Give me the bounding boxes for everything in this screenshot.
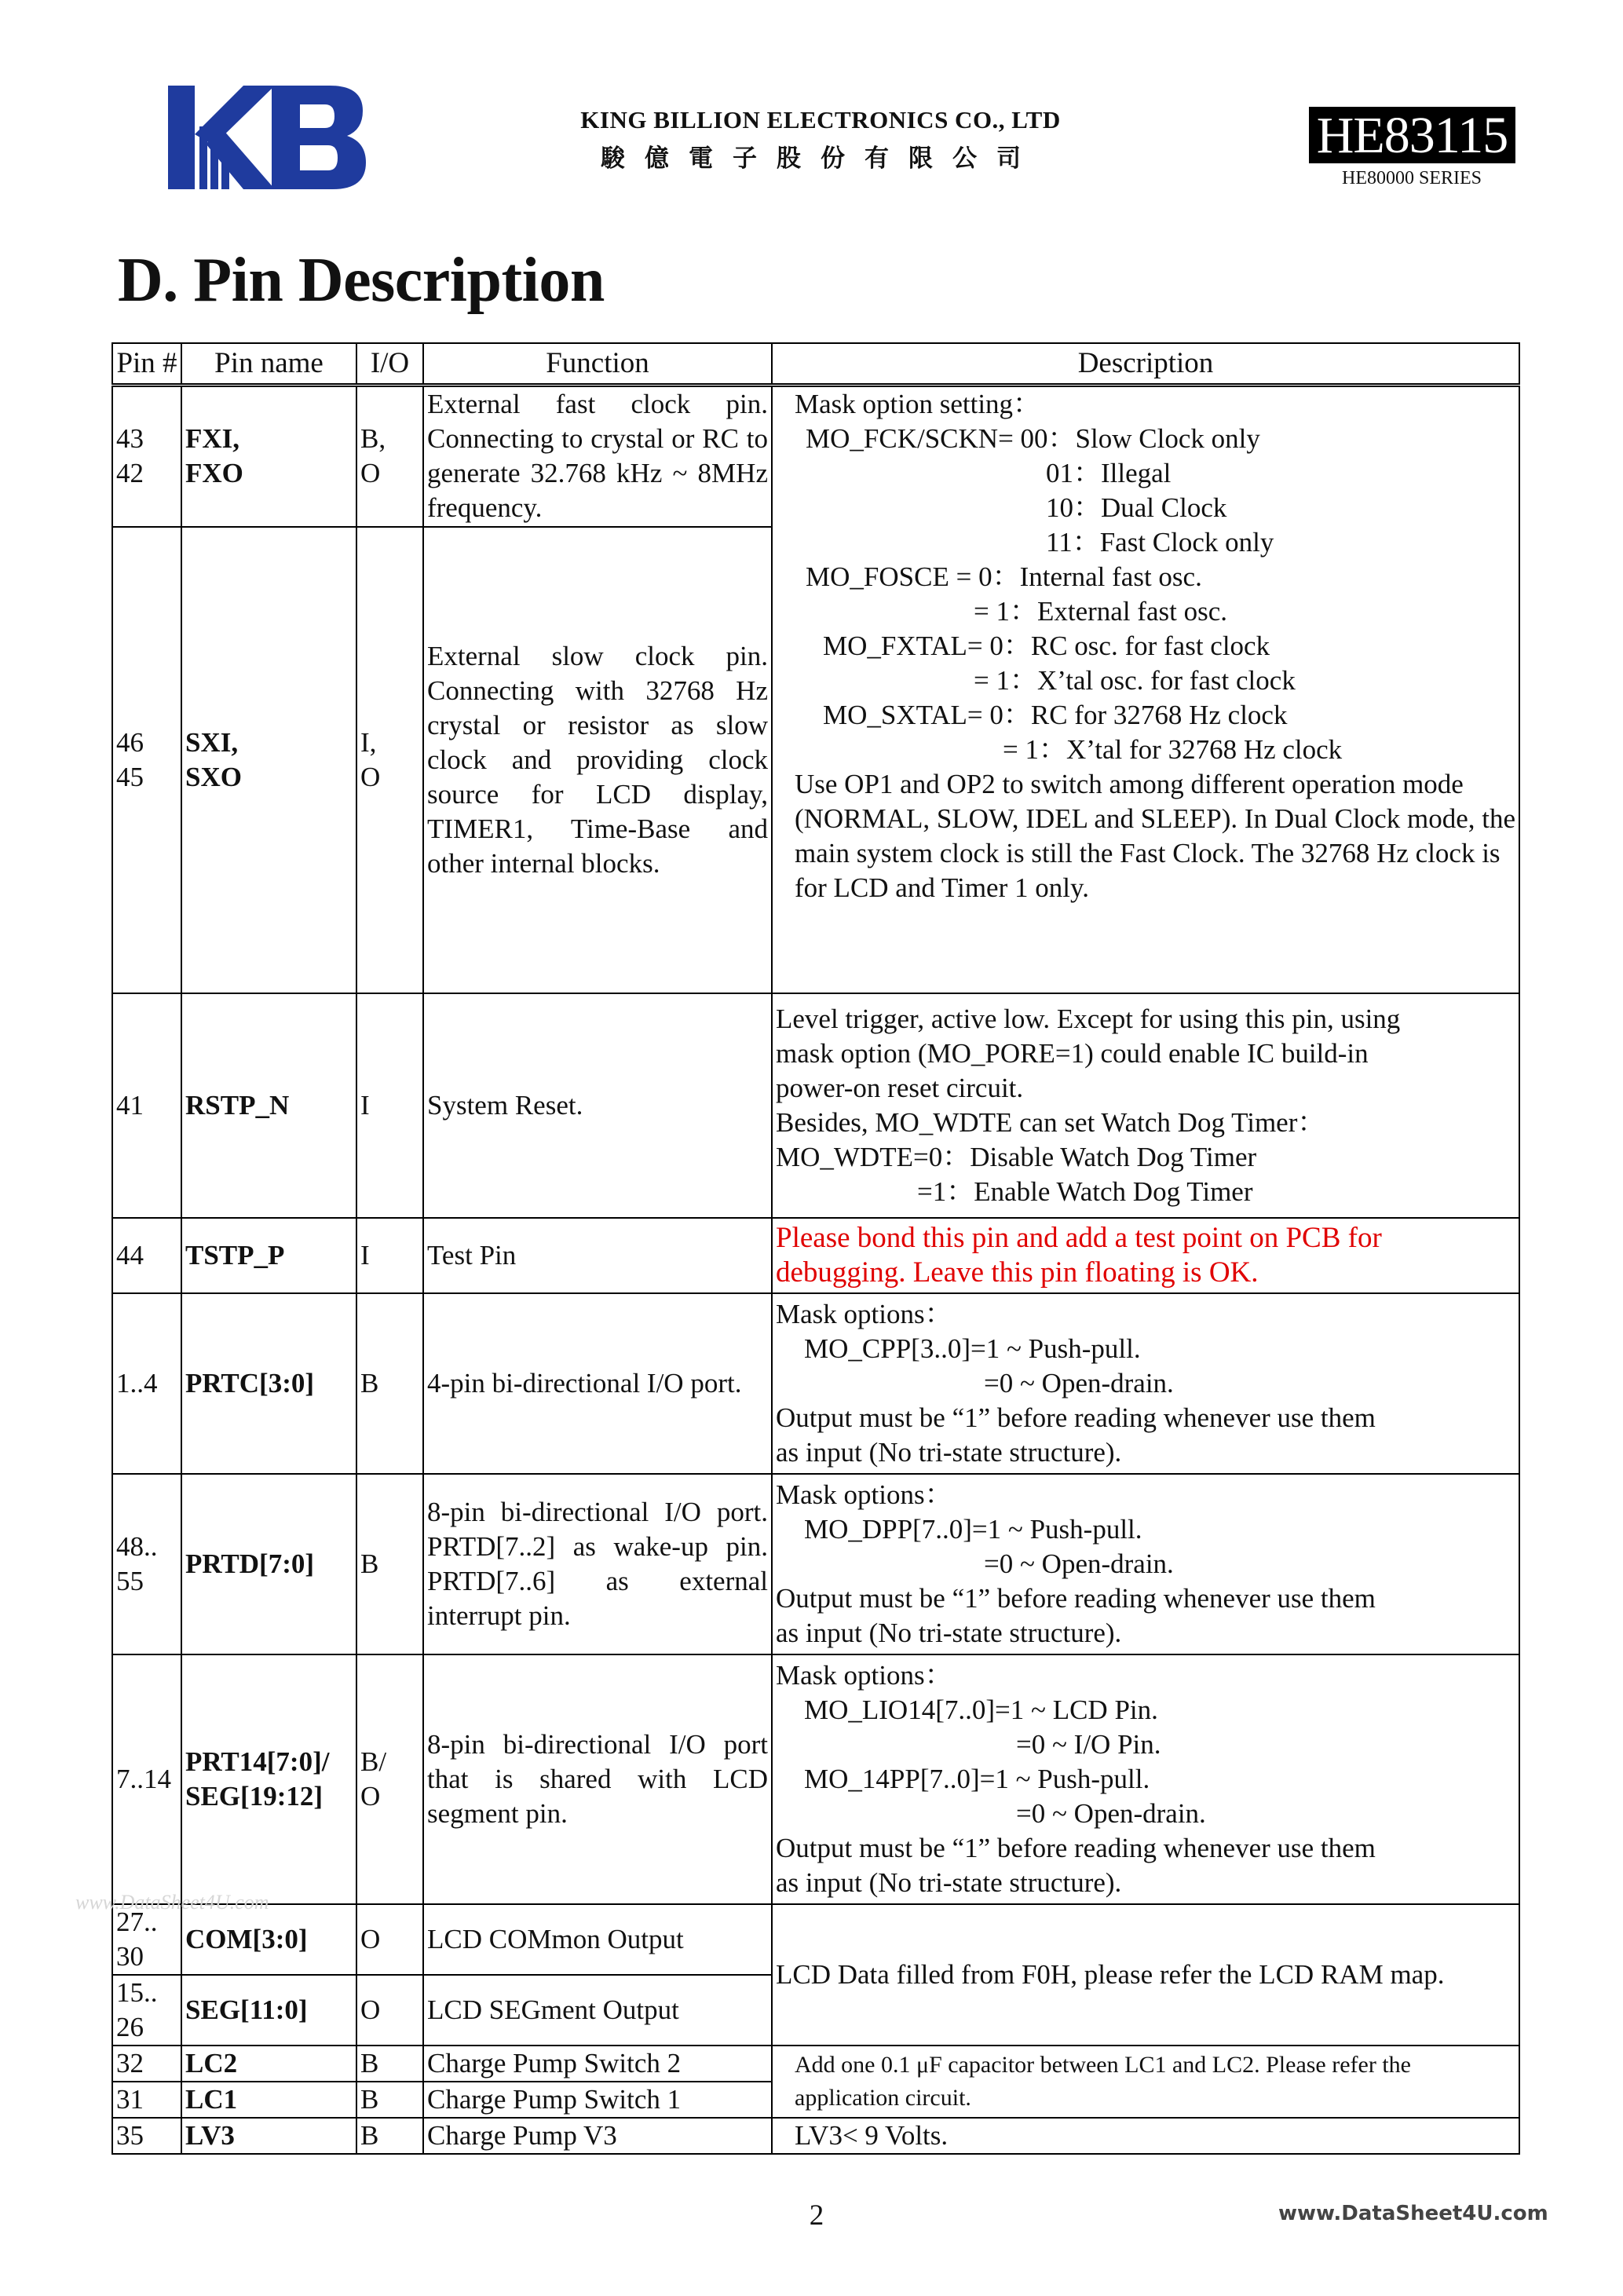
pin-name: PRTD[7:0]	[181, 1474, 356, 1654]
pin-io: B	[356, 1474, 423, 1654]
part-number: HE83115	[1316, 107, 1508, 164]
side-watermark: www.DataSheet4U.com	[75, 1891, 269, 1914]
pin-number: 15.. 26	[112, 1975, 181, 2046]
pin-function: System Reset.	[423, 993, 772, 1218]
column-header-description: Description	[772, 343, 1519, 386]
pin-function: 8-pin bi-directional I/O port. PRTD[7..2] as wake-up pin. PRTD[7..6] as external interrupt pin.	[423, 1474, 772, 1654]
pin-io: I	[356, 993, 423, 1218]
pin-function: LCD SEGment Output	[423, 1975, 772, 2046]
series-label: HE80000 SERIES	[1341, 168, 1482, 188]
pin-function: 8-pin bi-directional I/O port that is shared with LCD segment pin.	[423, 1654, 772, 1904]
pin-description: Mask options： MO_DPP[7..0]=1 ~ Push-pull. =0 ~ Open-drain. Output must be “1” before reading whenever use them as input (No tri-state structure).	[772, 1474, 1519, 1654]
pin-function: Test Pin	[423, 1218, 772, 1293]
kb-logo	[165, 82, 369, 192]
pin-number: 48.. 55	[112, 1474, 181, 1654]
company-name-english: KING BILLION ELECTRONICS CO., LTD	[580, 106, 1061, 133]
pin-number: 44	[112, 1218, 181, 1293]
pin-description-warning: Please bond this pin and add a test point on PCB for debugging. Leave this pin floating is OK.	[772, 1218, 1519, 1293]
part-number-badge	[1309, 107, 1515, 163]
pin-io: B	[356, 2082, 423, 2118]
pin-io: B	[356, 1293, 423, 1474]
pin-number: 7..14	[112, 1654, 181, 1904]
pin-name: LV3	[181, 2118, 356, 2154]
pin-name: SXI, SXO	[181, 527, 356, 993]
pin-name: LC2	[181, 2046, 356, 2082]
pin-description: Level trigger, active low. Except for using this pin, using mask option (MO_PORE=1) could enable IC build-in power-on reset circuit. Besides, MO_WDTE can set Watch Dog Timer： MO_WDTE=0：Disable Watch Dog Timer =1：Enable Watch Dog Timer	[772, 993, 1519, 1218]
pin-number: 41	[112, 993, 181, 1218]
pin-name: PRT14[7:0]/ SEG[19:12]	[181, 1654, 356, 1904]
pin-number: 27.. 30	[112, 1904, 181, 1975]
pin-name: TSTP_P	[181, 1218, 356, 1293]
table-row	[112, 1474, 1519, 1654]
watermark-url: www.DataSheet4U.com	[1278, 2202, 1548, 2225]
pin-function: Charge Pump Switch 1	[423, 2082, 772, 2118]
pin-name: FXI, FXO	[181, 386, 356, 527]
table-header-row	[112, 343, 1519, 386]
pin-function: 4-pin bi-directional I/O port.	[423, 1293, 772, 1474]
column-header-io: I/O	[356, 343, 423, 386]
table-row	[112, 2118, 1519, 2154]
table-row	[112, 1904, 1519, 1975]
pin-number: 32	[112, 2046, 181, 2082]
pin-io: I	[356, 1218, 423, 1293]
clock-description: Mask option setting： MO_FCK/SCKN= 00：Slow Clock only 01：Illegal 10：Dual Clock 11：Fast Clock only MO_FOSCE = 0：Internal fast osc. = 1：External fast osc. MO_FXTAL= 0：RC osc. for fast clock = 1：X’tal osc. for fast clock MO_SXTAL= 0：RC for 32768 Hz clock = 1：X’tal for 32768 Hz clock Use OP1 and OP2 to switch among different operation mode (NORMAL, SLOW, IDEL and SLEEP). In Dual Clock mode, the main system clock is still the Fast Clock. The 32768 Hz clock is for LCD and Timer 1 only.	[772, 386, 1519, 993]
charge-pump-description: Add one 0.1 μF capacitor between LC1 and LC2. Please refer the application circuit.	[772, 2046, 1519, 2118]
pin-description-table	[111, 342, 1520, 2155]
column-header-function: Function	[423, 343, 772, 386]
pin-function: Charge Pump Switch 2	[423, 2046, 772, 2082]
pin-io: O	[356, 1904, 423, 1975]
pin-name: COM[3:0]	[181, 1904, 356, 1975]
pin-number: 46 45	[112, 527, 181, 993]
table-row	[112, 1218, 1519, 1293]
section-title: D. Pin Description	[118, 246, 605, 315]
pin-io: B	[356, 2046, 423, 2082]
pin-name: LC1	[181, 2082, 356, 2118]
table-row	[112, 2046, 1519, 2082]
pin-function: External slow clock pin. Connecting with 32768 Hz crystal or resistor as slow clock and providing clock source for LCD display, TIMER1, Time-Base and other internal blocks.	[423, 527, 772, 993]
pin-number: 31	[112, 2082, 181, 2118]
pin-number: 43 42	[112, 386, 181, 527]
pin-function: Charge Pump V3	[423, 2118, 772, 2154]
pin-io: B, O	[356, 386, 423, 527]
table-row	[112, 993, 1519, 1218]
pin-function: LCD COMmon Output	[423, 1904, 772, 1975]
pin-number: 1..4	[112, 1293, 181, 1474]
table-row	[112, 1293, 1519, 1474]
pin-description: Mask options： MO_CPP[3..0]=1 ~ Push-pull. =0 ~ Open-drain. Output must be “1” before reading whenever use them as input (No tri-state structure).	[772, 1293, 1519, 1474]
pin-name: RSTP_N	[181, 993, 356, 1218]
pin-function: External fast clock pin. Connecting to crystal or RC to generate 32.768 kHz ~ 8MHz frequency.	[423, 386, 772, 527]
pin-number: 35	[112, 2118, 181, 2154]
pin-io: B	[356, 2118, 423, 2154]
column-header-pin-name: Pin name	[181, 343, 356, 386]
column-header-pin: Pin #	[112, 343, 181, 386]
pin-io: B/ O	[356, 1654, 423, 1904]
pin-description: Mask options： MO_LIO14[7..0]=1 ~ LCD Pin. =0 ~ I/O Pin. MO_14PP[7..0]=1 ~ Push-pull. =0 ~ Open-drain. Output must be “1” before reading whenever use them as input (No tri-state structure).	[772, 1654, 1519, 1904]
pin-description: LV3< 9 Volts.	[772, 2118, 1519, 2154]
pin-io: O	[356, 1975, 423, 2046]
table-row	[112, 386, 1519, 527]
company-name-chinese: 駿億電子股份有限公司	[601, 144, 1040, 173]
lcd-description: LCD Data filled from F0H, please refer the LCD RAM map.	[772, 1904, 1519, 2046]
pin-name: SEG[11:0]	[181, 1975, 356, 2046]
page-number: 2	[809, 2199, 824, 2232]
pin-io: I, O	[356, 527, 423, 993]
pin-name: PRTC[3:0]	[181, 1293, 356, 1474]
table-row	[112, 1654, 1519, 1904]
